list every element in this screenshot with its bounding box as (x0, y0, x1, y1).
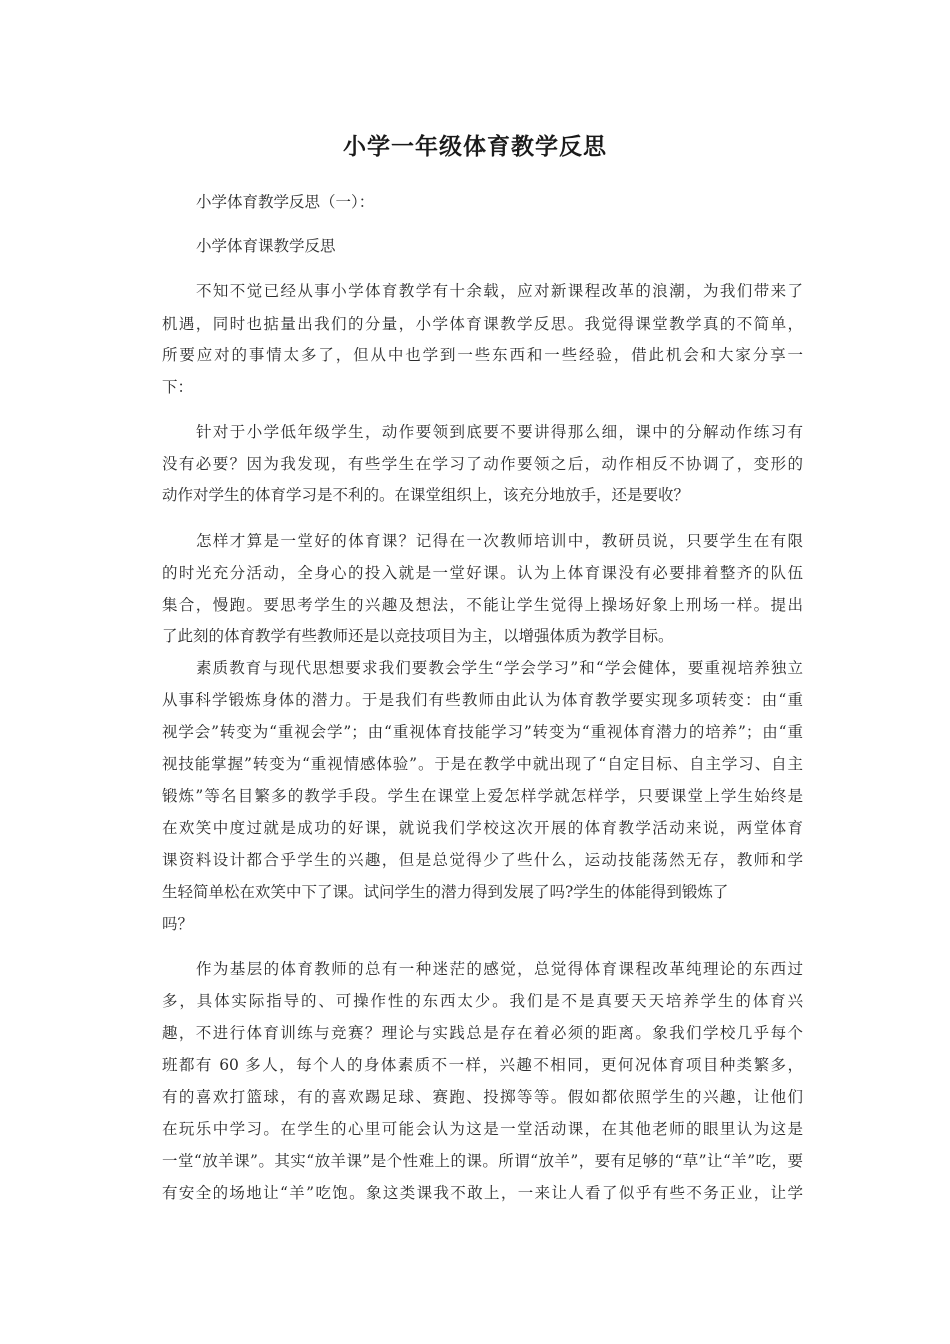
section-heading: 小学体育教学反思（一）： (196, 193, 375, 211)
paragraph-1-line: 机遇，同时也掂量出我们的分量，小学体育课教学反思。我觉得课堂教学真的不简单， (162, 315, 803, 333)
paragraph-4-line: 锻炼”等名目繁多的教学手段。学生在课堂上爱怎样学就怎样学，只要课堂上学生始终是 (162, 787, 803, 805)
paragraph-3-line: 怎样才算是一堂好的体育课？记得在一次教师培训中，教研员说，只要学生在有限 (196, 532, 803, 550)
paragraph-3-line: 的时光充分活动，全身心的投入就是一堂好课。认为上体育课没有必要排着整齐的队伍 (162, 564, 803, 582)
document-title: 小学一年级体育教学反思 (343, 134, 607, 160)
paragraph-4-line: 视学会”转变为“重视会学”；由“重视体育技能学习”转变为“重视体育潜力的培养”；由“重 (162, 723, 803, 741)
paragraph-5-line: 多，具体实际指导的、可操作性的东西太少。我们是不是真要天天培养学生的体育兴 (162, 992, 803, 1010)
paragraph-3-line: 了此刻的体育教学有些教师还是以竞技项目为主，以增强体质为教学目标。 (162, 627, 674, 645)
paragraph-5-line: 有安全的场地让“羊”吃饱。象这类课我不敢上，一来让人看了似乎有些不务正业，让学 (162, 1184, 803, 1202)
paragraph-5-line: 有的喜欢打篮球，有的喜欢踢足球、赛跑、投掷等等。假如都依照学生的兴趣，让他们 (162, 1088, 803, 1106)
paragraph-4-line: 课资料设计都合乎学生的兴趣，但是总觉得少了些什么，运动技能荡然无存，教师和学 (162, 851, 803, 869)
paragraph-1-line: 所要应对的事情太多了，但从中也学到一些东西和一些经验，借此机会和大家分享一 (162, 346, 803, 364)
paragraph-3-line: 集合，慢跑。要思考学生的兴趣及想法，不能让学生觉得上操场好象上刑场一样。提出 (162, 596, 803, 614)
paragraph-4-line: 生轻简单松在欢笑中下了课。试问学生的潜力得到发展了吗?学生的体能得到锻炼了 (162, 883, 729, 901)
paragraph-1-line: 不知不觉已经从事小学体育教学有十余载，应对新课程改革的浪潮，为我们带来了 (196, 282, 803, 300)
paragraph-2-line: 动作对学生的体育学习是不利的。在课堂组织上，该充分地放手，还是要收？ (162, 486, 690, 504)
subheading: 小学体育课教学反思 (196, 237, 336, 255)
paragraph-4-line: 素质教育与现代思想要求我们要教会学生“学会学习”和“学会健体，要重视培养独立 (196, 659, 803, 677)
paragraph-5-line: 在玩乐中学习。在学生的心里可能会认为这是一堂活动课，在其他老师的眼里认为这是 (162, 1120, 803, 1138)
paragraph-4-line: 从事科学锻炼身体的潜力。于是我们有些教师由此认为体育教学要实现多项转变：由“重 (162, 691, 803, 709)
paragraph-2-line: 针对于小学低年级学生，动作要领到底要不要讲得那么细，课中的分解动作练习有 (196, 423, 803, 441)
paragraph-5-line: 一堂“放羊课”。其实“放羊课”是个性难上的课。所谓“放羊”，要有足够的“草”让“羊”吃，要 (162, 1152, 803, 1170)
paragraph-2-line: 没有必要？因为我发现，有些学生在学习了动作要领之后，动作相反不协调了，变形的 (162, 455, 803, 473)
paragraph-5-line: 作为基层的体育教师的总有一种迷茫的感觉，总觉得体育课程改革纯理论的东西过 (196, 960, 803, 978)
paragraph-1-line: 下： (162, 378, 194, 396)
paragraph-5-line: 趣，不进行体育训练与竞赛？理论与实践总是存在着必须的距离。象我们学校几乎每个 (162, 1024, 803, 1042)
paragraph-4-line: 吗？ (162, 915, 194, 933)
paragraph-5-line: 班都有 60 多人，每个人的身体素质不一样，兴趣不相同，更何况体育项目种类繁多， (162, 1056, 803, 1074)
paragraph-4-line: 视技能掌握”转变为“重视情感体验”。于是在教学中就出现了“自定目标、自主学习、自主 (162, 755, 803, 773)
paragraph-4-line: 在欢笑中度过就是成功的好课，就说我们学校这次开展的体育教学活动来说，两堂体育 (162, 819, 803, 837)
